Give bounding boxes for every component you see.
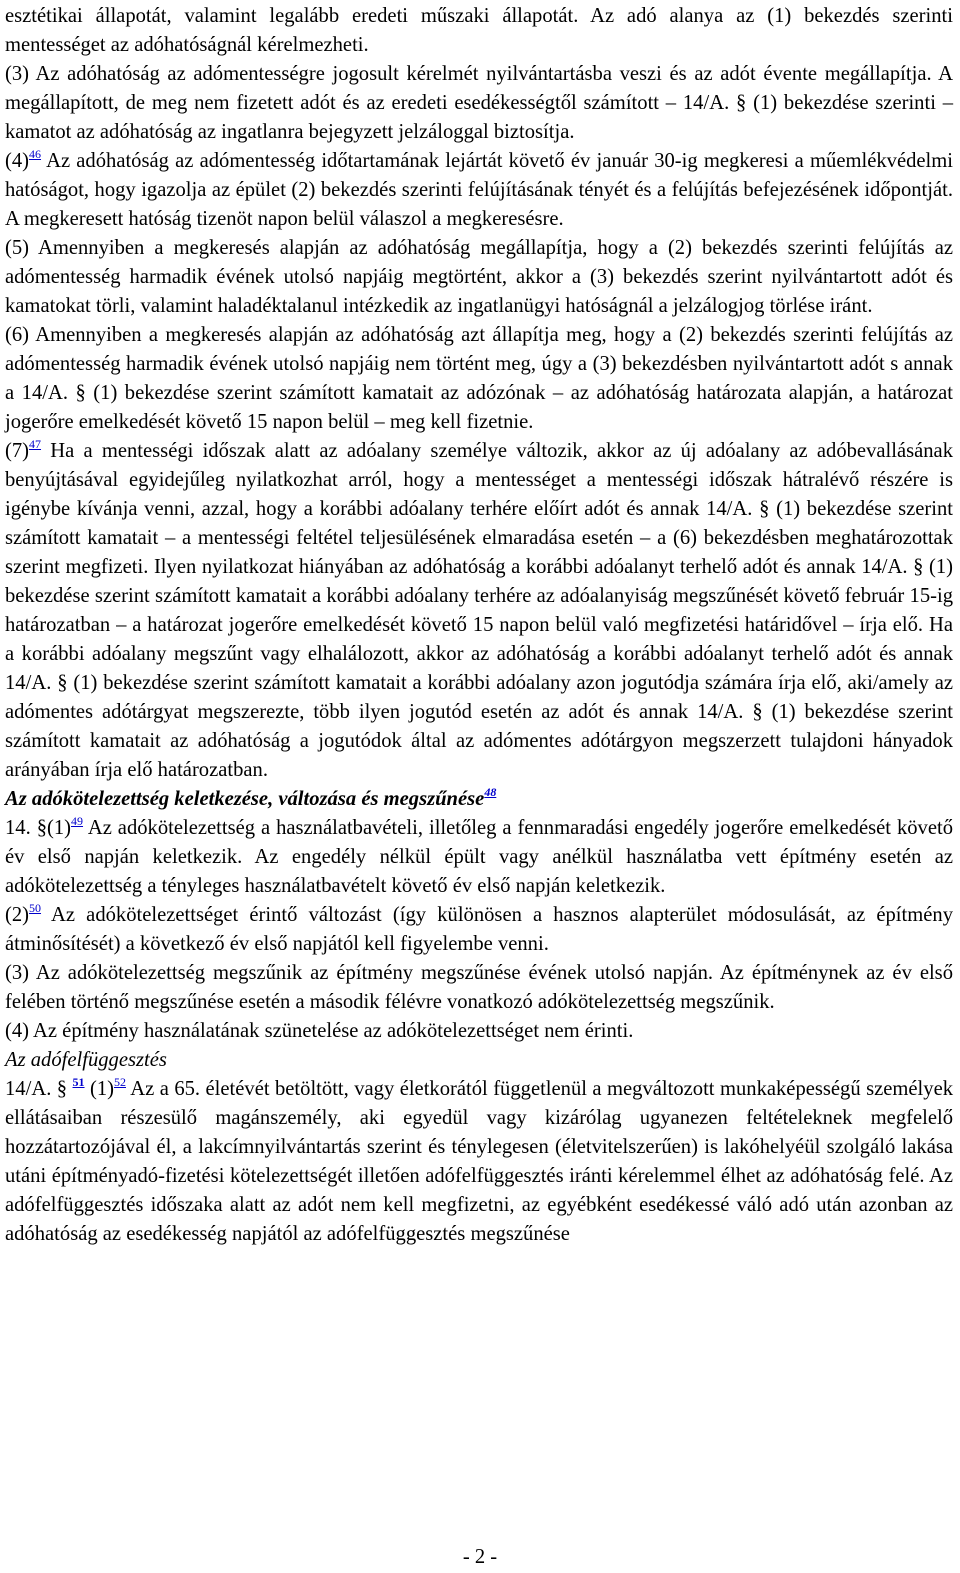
footnote-link[interactable]: 48 (484, 785, 497, 799)
paragraph-number: (7) (5, 440, 30, 462)
section-14-paragraph-4 (5, 1017, 953, 1046)
section-14-paragraph-1 (5, 814, 953, 901)
footnote-ref-50 (29, 901, 41, 915)
footnote-ref-49 (71, 814, 83, 828)
section-heading-adokotelezettseg (5, 785, 953, 814)
paragraph-6 (5, 321, 953, 437)
paragraph-text: (6) Amennyiben a megkeresés alapján az adóhatóság azt állapítja meg, hogy a (2) bekezdés szerinti felújítás az adómentesség harmadik évének utolsó napjáig nem történt meg, úgy a (3) bekezdésben nyilvántartott adót s annak a 14/A. § (1) bekezdése szerint számított kamatait az adózónak – az adóhatóság határozata alapján, a határozat jogerőre emelkedését követő 15 napon belül – meg kell fizetnie. (5, 324, 953, 433)
footnote-ref-51 (73, 1075, 85, 1089)
paragraph-text: (4) Az építmény használatának szünetelése az adókötelezettséget nem érinti. (5, 1020, 634, 1042)
heading-text: Az adókötelezettség keletkezése, változása és megszűnése (5, 788, 485, 810)
paragraph-4 (5, 147, 953, 234)
paragraph-7 (5, 437, 953, 785)
footnote-link[interactable]: 51 (72, 1075, 85, 1089)
section-14-paragraph-2 (5, 901, 953, 959)
paragraph-text: (5) Amennyiben a megkeresés alapján az adóhatóság megállapítja, hogy a (2) bekezdés szerinti felújítás az adómentesség harmadik évének utolsó napjáig megtörtént, akkor a (3) bekezdés szerint nyilvántartott adót és kamatokat törli, valamint haladéktalanul intézkedik az ingatlanügyi hatóságnál a jelzálogjog törlése iránt. (5, 237, 953, 317)
page-number: - 2 - (462, 1546, 498, 1568)
paragraph-number: (1) (84, 1078, 114, 1100)
paragraph-text: (3) Az adóhatóság az adómentességre jogosult kérelmét nyilvántartásba veszi és az adót évente megállapítja. A megállapított, de meg nem fizetett adót és az eredeti esedékességtől számított – 14/A. § (1) bekezdése szerinti – kamatot az adóhatóság az ingatlanra bejegyzett jelzáloggal biztosítja. (5, 63, 953, 143)
paragraph-text: Ha a mentességi időszak alatt az adóalany személye változik, akkor az új adóalany az adóbevallásának benyújtásával egyidejűleg nyilatkozhat arról, hogy a mentességet a mentességi időszak hátralévő részére is igénybe kívánja venni, azzal, hogy a korábbi adóalany terhére előírt adót és annak 14/A. § (1) bekezdése szerint számított kamatait – a mentességi feltétel teljesülésének elmaradása esetén – a (6) bekezdésben meghatározottak szerint megfizeti. Ilyen nyilatkozat hiányában az adóhatóság a korábbi adóalanyt terhelő adót és annak 14/A. § (1) bekezdése szerint számított kamatait a korábbi adóalany terhére az adóalanyiság megszűnését követő február 15-ig határozatban – a határozat jogerőre emelkedését követő 15 napon belül való megfizetési határidővel – írja elő. Ha a korábbi adóalany megszűnt vagy elhalálozott, akkor az adóhatóság a korábbi adóalanyt terhelő adót és annak 14/A. § (1) bekezdése szerint számított kamatait a korábbi adóalany azon jogutódja számára írja elő, aki/amely az adómentes adótárgyat megszerezte, több ilyen jogutód esetén az adót és annak 14/A. § (1) bekezdése szerint számított kamatait az adóhatóság a jogutódok által az adómentes adótárgyon megszerzett tulajdoni hányadok arányában írja elő határozatban. (5, 440, 953, 781)
section-number: 14/A. § (5, 1078, 68, 1100)
paragraph-5 (5, 234, 953, 321)
section-number: 14. §(1) (5, 817, 72, 839)
footnote-ref-52 (114, 1075, 126, 1089)
paragraph-number: (4) (5, 150, 30, 172)
paragraph-text: Az adókötelezettség a használatbavételi, illetőleg a fennmaradási engedély jogerőre emelkedését követő év első napján keletkezik. Az engedély nélkül épült vagy anélkül használatba vett építmény esetén az adókötelezettség a tényleges használatbavételt követő év első napján keletkezik. (5, 817, 953, 897)
section-heading-adofelfuggesztes (5, 1046, 953, 1075)
paragraph-text: Az adóhatóság az adómentesség időtartamának lejártát követő év január 30-ig megkeresi a műemlékvédelmi hatóságot, hogy igazolja az épület (2) bekezdés szerinti felújításának tényét és a felújítás befejezésének időpontját. A megkeresett hatóság tizenöt napon belül válaszol a megkeresésre. (5, 150, 953, 230)
paragraph-continuation (5, 2, 953, 60)
paragraph-number: (2) (5, 904, 30, 926)
paragraph-text: Az a 65. életévét betöltött, vagy életkorától függetlenül a megváltozott munkaképességű személyek ellátásaiban részesülő magánszemély, aki egyedül vagy kizárólag ugyanezen feltételeknek megfelelő hozzátartozójával él, a lakcímnyilvántartás szerint és ténylegesen (életvitelszerűen) is lakóhelyéül szolgáló lakása utáni építményadó-fizetési kötelezettségét illetően adófelfüggesztés iránti kérelemmel élhet az adóhatóság felé. Az adófelfüggesztés időszaka alatt az adót nem kell megfizetni, az egyébként esedékessé váló adó után azonban az adóhatóság az esedékesség napjától az adófelfüggesztés megszűnése (5, 1078, 954, 1245)
heading-text: Az adófelfüggesztés (5, 1049, 167, 1071)
section-14-paragraph-3 (5, 959, 953, 1017)
footnote-ref-47 (29, 437, 41, 451)
footnote-link[interactable]: 52 (114, 1075, 126, 1089)
paragraph-text: esztétikai állapotát, valamint legalább eredeti műszaki állapotát. Az adó alanya az (1) bekezdés szerinti mentességet az adóhatóságnál kérelmezheti. (5, 5, 953, 56)
section-14a-paragraph-1 (5, 1075, 953, 1249)
paragraph-3 (5, 60, 953, 147)
footnote-link[interactable]: 50 (29, 901, 42, 915)
footnote-link[interactable]: 46 (29, 147, 42, 161)
footnote-link[interactable]: 47 (29, 437, 42, 451)
footnote-ref-46 (29, 147, 41, 161)
document-page (5, 2, 953, 1249)
footnote-link[interactable]: 49 (71, 814, 84, 828)
paragraph-text: Az adókötelezettséget érintő változást (így különösen a hasznos alapterület módosulását, az építmény átminősítését) a következő év első napjától kell figyelembe venni. (5, 904, 953, 955)
paragraph-text: (3) Az adókötelezettség megszűnik az építmény megszűnése évének utolsó napján. Az építménynek az év első felében történő megszűnése esetén a második félévre vonatkozó adókötelezettség megszűnik. (5, 962, 953, 1013)
footnote-ref-48 (484, 785, 496, 799)
